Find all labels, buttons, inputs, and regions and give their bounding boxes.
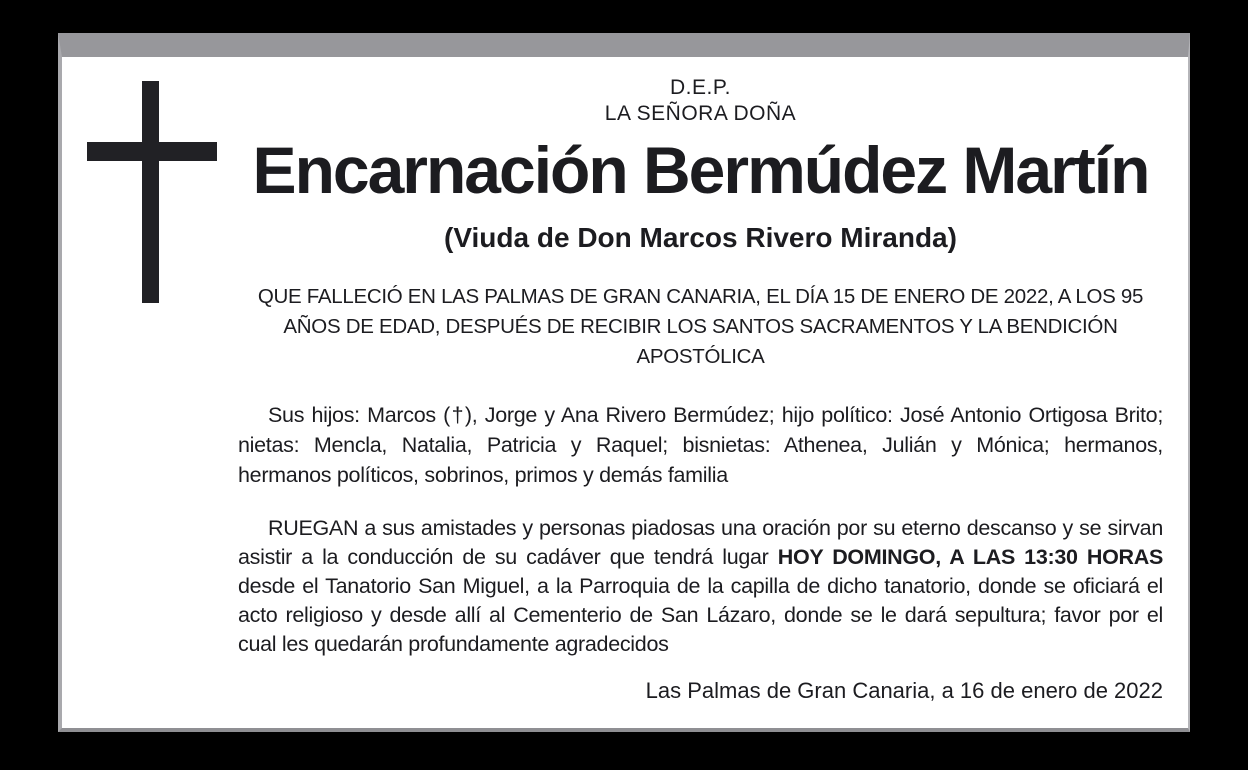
request-text-before: RUEGAN a sus amistades y personas piadosas una oración por su eterno descanso y se sirvan asistir a la conducción de su cadáver que tendrá lugar — [238, 516, 1163, 569]
place-date-line: Las Palmas de Gran Canaria, a 16 de enero de 2022 — [645, 678, 1163, 703]
obituary-content — [238, 75, 1163, 704]
request-schedule-bold: HOY DOMINGO, A LAS 13:30 HORAS — [777, 545, 1163, 569]
request-text-after: desde el Tanatorio San Miguel, a la Parroquia de la capilla de dicho tanatorio, donde se oficiará el acto religioso y desde allí al Cementerio de San Lázaro, donde se le dará sepultura; favor por el cual les quedarán profundamente agradecidos — [238, 574, 1163, 656]
cross-icon-horizontal-bar — [87, 142, 217, 161]
cross-icon-vertical-bar — [142, 81, 159, 303]
family-paragraph: Sus hijos: Marcos (†), Jorge y Ana Rivero Bermúdez; hijo político: José Antonio Ortigosa Brito; nietas: Mencla, Natalia, Patricia y Raquel; bisnietas: Athenea, Julián y Mónica; hermanos, hermanos políticos, sobrinos, primos y demás familia — [238, 403, 1163, 487]
dep-abbreviation: D.E.P. — [670, 76, 731, 99]
death-statement: QUE FALLECIÓ EN LAS PALMAS DE GRAN CANARIA, EL DÍA 15 DE ENERO DE 2022, A LOS 95 AÑOS DE EDAD, DESPUÉS DE RECIBIR LOS SANTOS SACRAMENTOS Y LA BENDICIÓN APOSTÓLICA — [257, 285, 1144, 368]
request-paragraph — [238, 514, 1163, 659]
obituary-card — [58, 33, 1190, 732]
honorific-line: LA SEÑORA DOÑA — [604, 102, 797, 125]
deceased-name: Encarnación Bermúdez Martín — [252, 133, 1149, 207]
widow-of-line: (Viuda de Don Marcos Rivero Miranda) — [444, 222, 957, 253]
